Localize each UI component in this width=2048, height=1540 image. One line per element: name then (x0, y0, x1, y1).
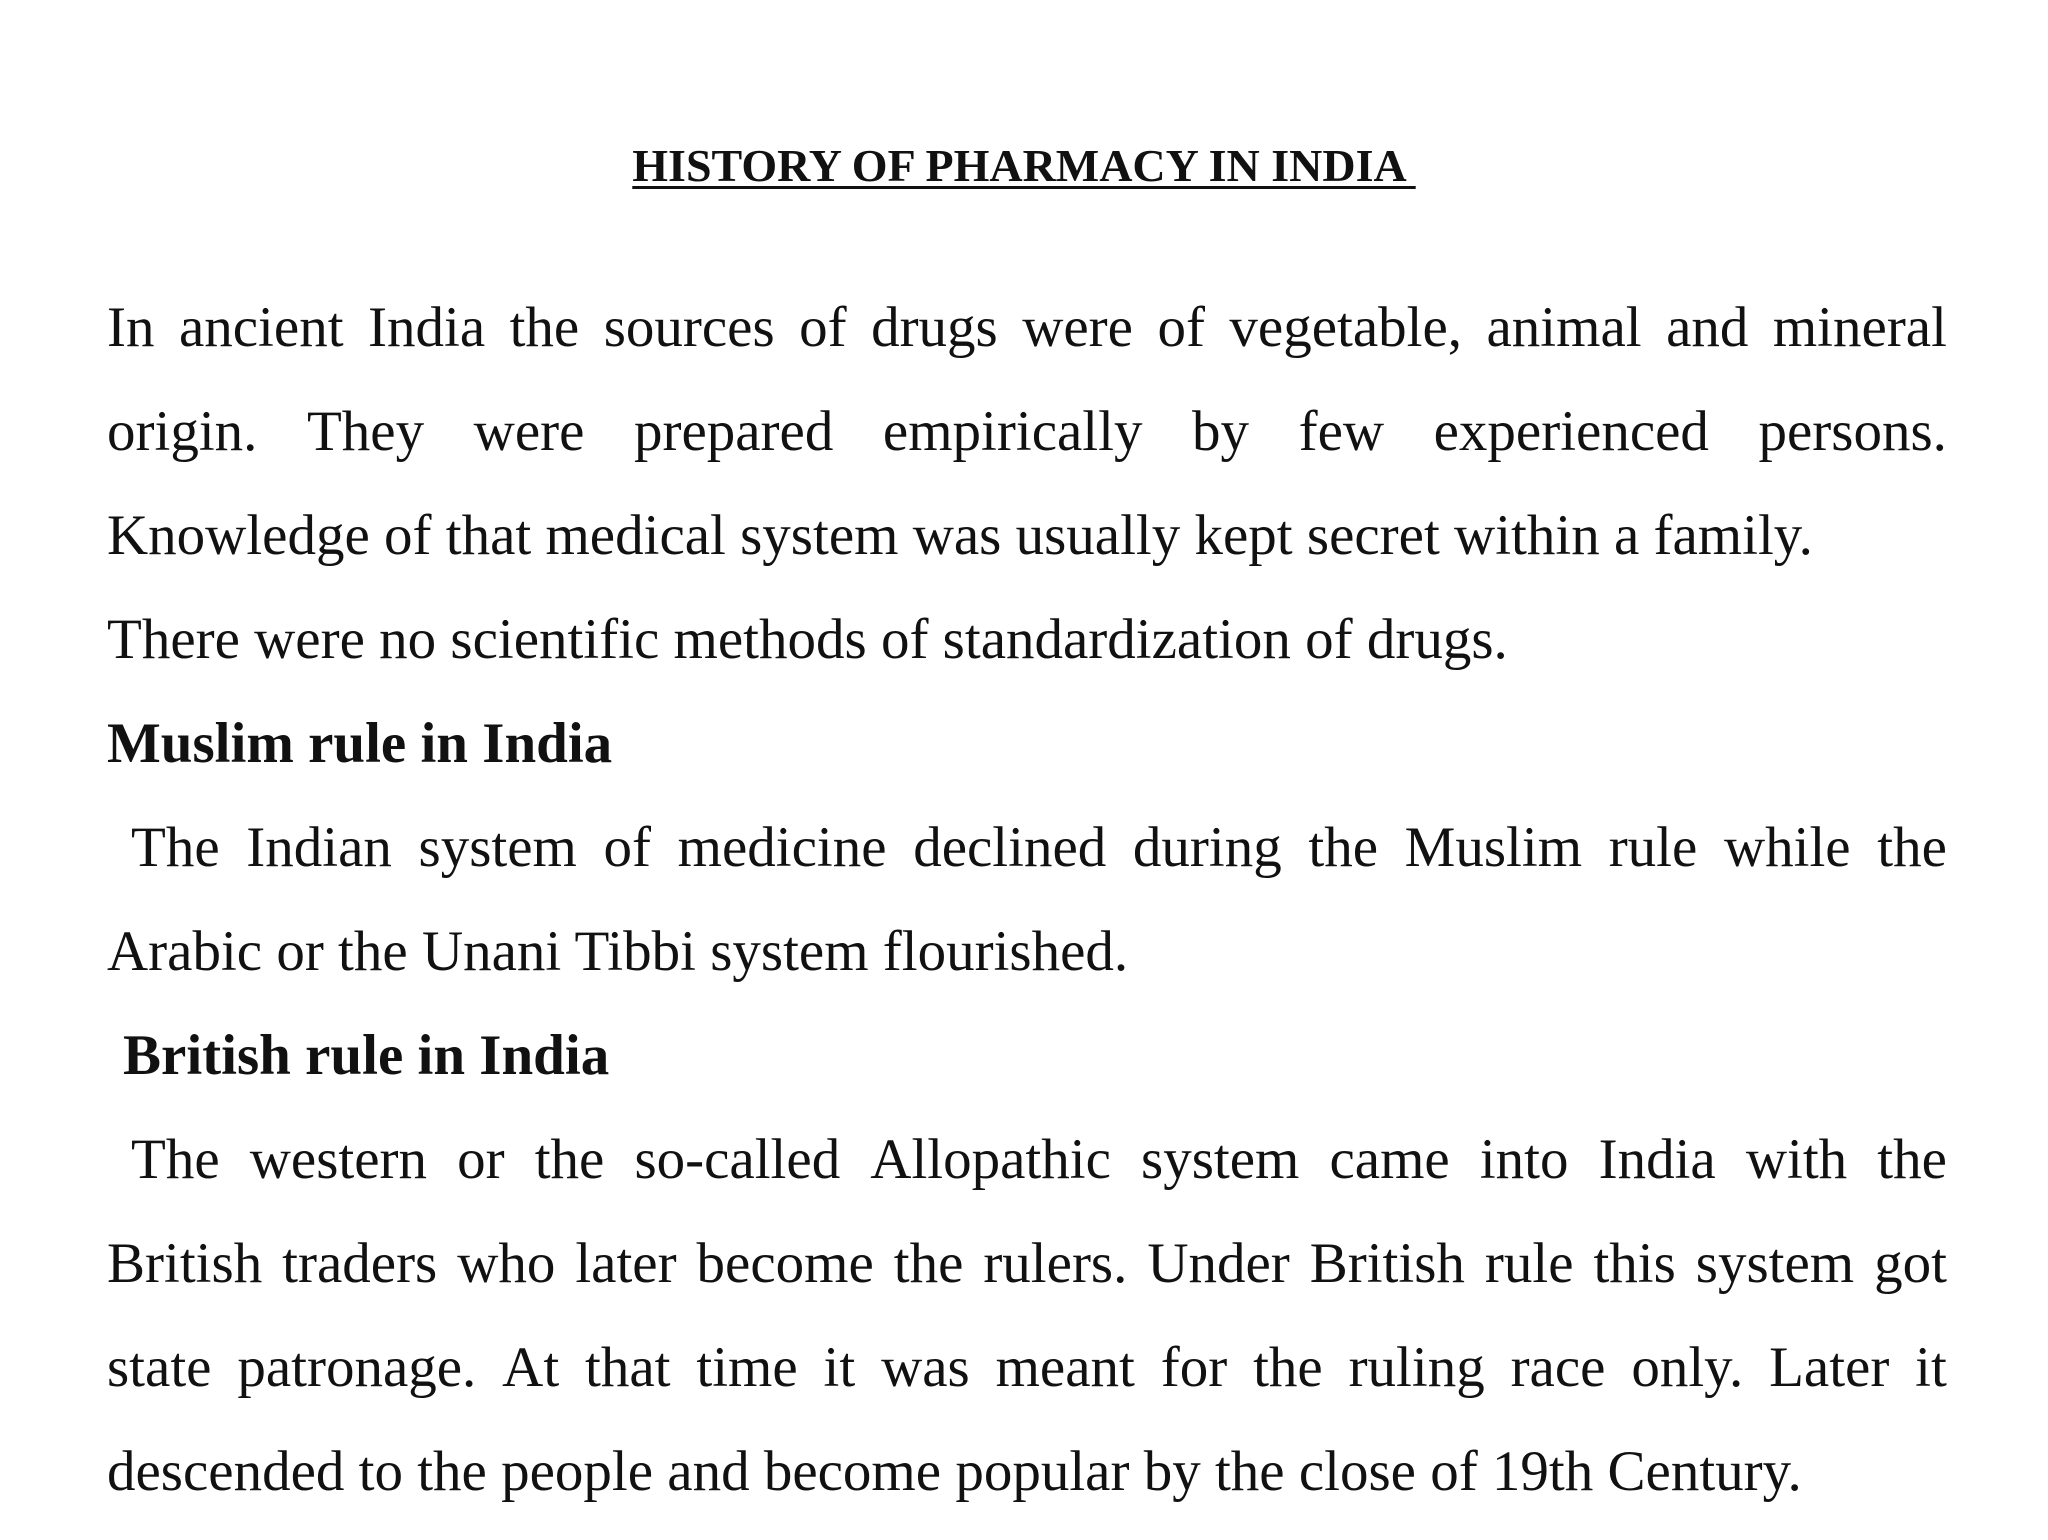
word: the (509, 296, 580, 359)
word: into (1479, 1128, 1569, 1191)
word: got (1874, 1232, 1947, 1295)
word: prepared (633, 400, 834, 463)
word: for (1160, 1336, 1228, 1399)
word: India (368, 296, 486, 359)
word: the (893, 1232, 964, 1295)
word: In (107, 296, 155, 359)
word: and (1666, 296, 1749, 359)
document-body (107, 292, 1947, 1540)
word: with (1745, 1128, 1848, 1191)
word: while (1723, 816, 1851, 879)
word: by (1192, 400, 1250, 463)
word: was (881, 1336, 970, 1399)
word: declined (913, 816, 1107, 879)
word: time (696, 1336, 798, 1399)
paragraph-1-line-2 (107, 396, 1947, 500)
word: the (1253, 1336, 1323, 1399)
word: this (1593, 1232, 1676, 1295)
word: medicine (677, 816, 887, 879)
british-paragraph-line-4: descended to the people and become popular by the close of 19th Century. (107, 1440, 1802, 1503)
word: later (575, 1232, 677, 1295)
word: of (603, 816, 651, 879)
word: ruling (1348, 1336, 1485, 1399)
word: patronage. (237, 1336, 477, 1399)
word: traders (282, 1232, 438, 1295)
word: Muslim (1404, 816, 1583, 879)
word: the (1308, 816, 1379, 879)
word: persons. (1758, 400, 1947, 463)
british-paragraph-line-2 (107, 1228, 1947, 1332)
word: western (249, 1128, 427, 1191)
word: meant (995, 1336, 1135, 1399)
word: state (107, 1336, 212, 1399)
british-paragraph-line-1 (107, 1124, 1947, 1228)
word: system (418, 816, 577, 879)
british-paragraph-line-3 (107, 1332, 1947, 1436)
section-heading-muslim-rule: Muslim rule in India (107, 712, 613, 775)
word: Indian (246, 816, 392, 879)
word: the (534, 1128, 605, 1191)
word: of (799, 296, 847, 359)
word: empirically (882, 400, 1143, 463)
word: the (1877, 816, 1947, 879)
muslim-paragraph-line-1 (107, 812, 1947, 916)
word: animal (1486, 296, 1642, 359)
word: India (1598, 1128, 1716, 1191)
word: so-called (634, 1128, 841, 1191)
word: system (1141, 1128, 1300, 1191)
word: race (1510, 1336, 1606, 1399)
word: it (823, 1336, 856, 1399)
word: Under (1147, 1232, 1290, 1295)
word: came (1329, 1128, 1450, 1191)
word: At (502, 1336, 560, 1399)
word: origin. (107, 400, 258, 463)
word: that (585, 1336, 671, 1399)
word: only. (1631, 1336, 1744, 1399)
word: mineral (1772, 296, 1947, 359)
word: drugs (871, 296, 998, 359)
word: were (473, 400, 585, 463)
word: sources (603, 296, 775, 359)
paragraph-1-line-4: There were no scientific methods of standardization of drugs. (107, 608, 1508, 671)
word: experienced (1433, 400, 1709, 463)
word: the (1877, 1128, 1947, 1191)
word: Allopathic (870, 1128, 1111, 1191)
word: rule (1484, 1232, 1574, 1295)
paragraph-1-line-1 (107, 292, 1947, 396)
word: few (1298, 400, 1385, 463)
word: who (457, 1232, 556, 1295)
word: it (1915, 1336, 1947, 1399)
word: of (1157, 296, 1205, 359)
page-title-text: HISTORY OF PHARMACY IN INDIA (632, 140, 1416, 191)
word: The (131, 1128, 220, 1191)
word: They (306, 400, 425, 463)
word: were (1022, 296, 1133, 359)
word: vegetable, (1229, 296, 1463, 359)
word: British (1309, 1232, 1465, 1295)
word: rulers. (983, 1232, 1128, 1295)
paragraph-1-line-3: Knowledge of that medical system was usually kept secret within a family. (107, 504, 1813, 567)
page-title (0, 138, 2048, 194)
word: ancient (178, 296, 344, 359)
word: Later (1769, 1336, 1890, 1399)
word: or (457, 1128, 505, 1191)
word: become (696, 1232, 874, 1295)
section-heading-british-rule: British rule in India (123, 1024, 610, 1087)
word: British (107, 1232, 263, 1295)
word: The (131, 816, 220, 879)
muslim-paragraph-line-2: Arabic or the Unani Tibbi system flourished. (107, 920, 1129, 983)
word: system (1695, 1232, 1855, 1295)
word: rule (1608, 816, 1698, 879)
word: during (1132, 816, 1282, 879)
